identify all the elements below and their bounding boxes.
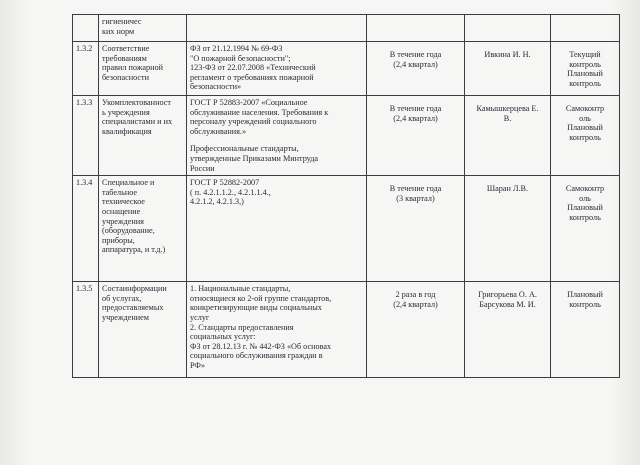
criterion-name-cell — [99, 176, 187, 282]
row-number-text: 1.3.2 — [76, 44, 93, 53]
table-row — [73, 282, 620, 378]
responsible-person-cell — [465, 96, 551, 176]
control-form-line: оль — [579, 113, 591, 123]
normative-basis-line: услуг — [190, 312, 210, 322]
normative-basis-line: обслуживания.» — [190, 126, 247, 136]
criterion-name-line: предоставляемых — [102, 303, 164, 313]
normative-basis-line: 2. Стандарты предоставления — [190, 322, 294, 332]
responsible-person-line: Камышкерцева Е. — [476, 104, 539, 113]
responsible-person-cell — [465, 176, 551, 282]
criterion-name-line: Соответствие — [102, 44, 150, 53]
responsible-person-line: В. — [503, 113, 512, 123]
control-form-line: контроль — [569, 132, 601, 142]
normative-basis-line: обслуживание населения. Требования к — [190, 107, 329, 117]
normative-basis-cell — [187, 96, 367, 176]
normative-basis-line: относящиеся ко 2-ой группе стандартов, — [190, 293, 332, 303]
control-form-line: Текущий — [569, 50, 601, 59]
execution-period-cell — [367, 42, 465, 96]
normative-basis-line: 123-ФЗ от 22.07.2008 «Технический — [190, 63, 316, 73]
control-form-line: Плановый — [567, 69, 603, 79]
control-form-line: контроль — [569, 212, 601, 222]
normative-basis-line: ГОСТ Р 52882-2007 — [190, 178, 260, 188]
responsible-person-line: Барсукова М. И. — [479, 299, 536, 309]
plan-table-body — [73, 15, 620, 378]
execution-period-cell — [367, 176, 465, 282]
criterion-name-line: специалистами и их — [102, 117, 173, 127]
criterion-name-cell — [99, 282, 187, 378]
table-row — [73, 96, 620, 176]
criterion-name-cell — [99, 15, 187, 42]
control-form-cell — [551, 42, 620, 96]
criterion-name-line: правил пожарной — [102, 63, 164, 73]
control-form-line: Самоконтр — [565, 184, 605, 194]
execution-period-line: В течение года — [389, 104, 442, 113]
normative-basis-line: 1. Национальные стандарты, — [190, 284, 291, 294]
responsible-person-line: Ивкина И. Н. — [484, 50, 531, 59]
normative-basis-line: социального обслуживания граждан в — [190, 351, 323, 361]
normative-basis-cell — [187, 282, 367, 378]
criterion-name-line: табельное — [102, 187, 138, 197]
criterion-name-line: квалификация — [102, 126, 152, 136]
criterion-name-line: (оборудование, — [102, 226, 155, 236]
responsible-person-line: Григорьева О. А. — [478, 290, 537, 300]
table-row — [73, 176, 620, 282]
normative-basis-line: безопасности» — [190, 82, 242, 92]
normative-basis-line: 4.2.1.2, 4.2.1.3,) — [190, 197, 244, 207]
control-form-cell — [551, 282, 620, 378]
normative-basis-line: регламент о требованиях пожарной — [190, 72, 314, 82]
execution-period-line: В течение года — [389, 50, 442, 59]
control-form-line: контроль — [569, 299, 601, 309]
normative-basis-line: утвержденные Приказами Минтруда — [190, 153, 319, 163]
row-number-cell — [73, 176, 99, 282]
row-number-text: 1.3.4 — [76, 178, 93, 188]
execution-period-cell — [367, 15, 465, 42]
row-number-text: 1.3.3 — [76, 98, 93, 107]
control-form-line: контроль — [569, 78, 601, 88]
row-number-cell — [73, 15, 99, 42]
normative-basis-line: России — [190, 163, 215, 173]
normative-basis-cell — [187, 15, 367, 42]
plan-table — [72, 14, 620, 378]
execution-period-line: (2,4 квартал) — [393, 59, 438, 69]
normative-basis-line: "О пожарной безопасности"; — [190, 53, 291, 63]
criterion-name-line: учреждения — [102, 216, 144, 226]
control-form-line: оль — [579, 193, 591, 203]
row-number-text: 1.3.5 — [76, 284, 93, 294]
control-form-line: Плановый — [567, 290, 603, 300]
normative-basis-line — [190, 136, 363, 144]
normative-basis-line: ( п. 4.2.1.1.2., 4.2.1.1.4., — [190, 187, 271, 197]
execution-period-line: (2,4 квартал) — [393, 113, 438, 123]
execution-period-line: (2,4 квартал) — [393, 299, 438, 309]
control-form-cell — [551, 176, 620, 282]
table-row — [73, 15, 620, 42]
execution-period-line: 2 раза в год — [395, 290, 436, 300]
criterion-name-line: требованиям — [102, 53, 147, 63]
criterion-name-line: техническое — [102, 197, 145, 207]
criterion-name-line: Укомплектованност — [102, 98, 171, 107]
control-form-line: Самоконтр — [565, 104, 605, 113]
responsible-person-cell — [465, 15, 551, 42]
criterion-name-line: гигиеничес — [102, 17, 142, 26]
criterion-name-line: учреждением — [102, 312, 149, 322]
normative-basis-line: персоналу учреждений социального — [190, 117, 317, 127]
criterion-name-line: ь учреждения — [102, 107, 150, 117]
normative-basis-line: ГОСТ Р 52883-2007 «Социальное — [190, 98, 308, 107]
execution-period-line: (3 квартал) — [396, 193, 435, 203]
table-row — [73, 42, 620, 96]
criterion-name-cell — [99, 42, 187, 96]
responsible-person-line: Шаран Л.В. — [486, 184, 529, 194]
normative-basis-cell — [187, 176, 367, 282]
criterion-name-line: оснащение — [102, 206, 141, 216]
criterion-name-line: об услугах, — [102, 293, 142, 303]
execution-period-cell — [367, 282, 465, 378]
row-number-cell — [73, 96, 99, 176]
criterion-name-line: Специальное и — [102, 178, 155, 188]
normative-basis-line: социальных услуг: — [190, 332, 256, 342]
control-form-cell — [551, 15, 620, 42]
criterion-name-line: ких норм — [102, 26, 135, 36]
normative-basis-line: конкретизирующие виды социальных — [190, 303, 322, 313]
criterion-name-line: Состаинформации — [102, 284, 167, 294]
row-number-cell — [73, 42, 99, 96]
execution-period-line: В течение года — [389, 184, 442, 194]
execution-period-cell — [367, 96, 465, 176]
responsible-person-cell — [465, 282, 551, 378]
normative-basis-line: РФ» — [190, 360, 205, 370]
criterion-name-line: аппаратура, и т.д.) — [102, 245, 166, 255]
normative-basis-line: ФЗ от 21.12.1994 № 69-ФЗ — [190, 44, 283, 53]
control-form-cell — [551, 96, 620, 176]
normative-basis-line: ФЗ от 28.12.13 г. № 442-ФЗ «Об основах — [190, 341, 332, 351]
row-number-cell — [73, 282, 99, 378]
criterion-name-cell — [99, 96, 187, 176]
normative-basis-line: Профессиональные стандарты, — [190, 144, 299, 154]
responsible-person-cell — [465, 42, 551, 96]
control-form-line: Плановый — [567, 123, 603, 133]
normative-basis-cell — [187, 42, 367, 96]
criterion-name-line: приборы, — [102, 235, 135, 245]
control-form-line: контроль — [569, 59, 601, 69]
control-form-line: Плановый — [567, 203, 603, 213]
criterion-name-line: безопасности — [102, 72, 149, 82]
